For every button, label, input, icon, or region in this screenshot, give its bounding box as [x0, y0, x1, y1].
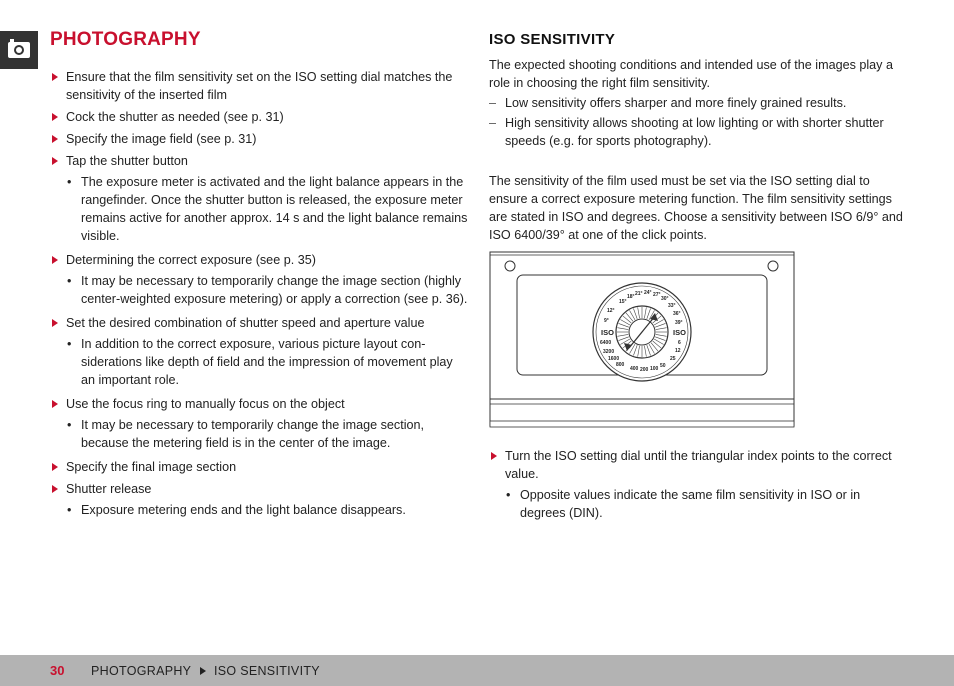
iso-label-right: ISO — [673, 328, 686, 337]
dial-value: 1600 — [608, 356, 620, 362]
dial-value: 9° — [604, 318, 609, 324]
dial-value: 200 — [640, 367, 649, 373]
dial-value: 24° — [644, 290, 652, 296]
dial-value: 39° — [675, 320, 683, 326]
dial-value: 12° — [607, 308, 615, 314]
step-result: • Opposite values indicate the same film sensitivity in ISO or in degrees (DIN). — [489, 486, 909, 522]
camera-icon — [0, 31, 38, 69]
step-item: Turn the ISO setting dial until the triangular index points to the correct value. — [489, 447, 909, 483]
step-result: • Exposure metering ends and the light balance disappears. — [50, 501, 470, 519]
dial-value: 3200 — [603, 349, 615, 355]
dial-value: 12 — [675, 348, 681, 354]
step-result: • It may be necessary to temporarily change the image section (highly center-weighted exposure metering) or apply a correction (see p. 36). — [50, 272, 470, 308]
step-item: Shutter release — [50, 480, 470, 498]
camera-top-plate-drawing — [489, 251, 795, 429]
step-item: Specify the image field (see p. 31) — [50, 130, 470, 148]
step-item: Tap the shutter button — [50, 152, 470, 170]
iso-label-left: ISO — [601, 328, 614, 337]
camera-glyph — [8, 42, 30, 58]
page-number: 30 — [50, 663, 65, 678]
dash-item: – High sensitivity allows shooting at low lighting or with shorter shutter speeds (e.g. for sports photography). — [489, 114, 909, 150]
footer-bar — [0, 655, 954, 686]
dial-value: 6 — [678, 340, 681, 346]
dial-value: 30° — [661, 296, 669, 302]
step-item: Specify the final image section — [50, 458, 470, 476]
dial-value: 15° — [619, 299, 627, 305]
step-result: • It may be necessary to temporarily change the image section, because the metering field is in the center of the image. — [50, 416, 470, 452]
camera-lens-shape — [14, 45, 24, 55]
dial-value: 18° — [627, 294, 635, 300]
dial-value: 27° — [653, 292, 661, 298]
dial-value: 400 — [630, 366, 639, 372]
step-item: Use the focus ring to manually focus on the object — [50, 395, 470, 413]
right-column — [489, 28, 909, 528]
breadcrumb-page: ISO SENSITIVITY — [214, 664, 320, 678]
base-strip — [490, 421, 794, 427]
intro-paragraph: The expected shooting conditions and intended use of the images play a role in choosing the right film sensitivity. — [489, 58, 893, 90]
step-item: Cock the shutter as needed (see p. 31) — [50, 108, 470, 126]
dash-item: – Low sensitivity offers sharper and more finely grained results. — [489, 94, 909, 112]
dial-value: 100 — [650, 366, 659, 372]
step-result: • In addition to the correct exposure, various picture layout considerations like depth of field and the impression of movement play an important role. — [50, 335, 470, 389]
step-item: Ensure that the film sensitivity set on the ISO setting dial matches the sensitivity of the inserted film — [50, 68, 470, 104]
left-column — [50, 28, 470, 525]
page-title: PHOTOGRAPHY — [50, 29, 201, 50]
dial-value: 6400 — [600, 340, 612, 346]
step-result: • The exposure meter is activated and the light balance appears in the rangefinder. Once the shutter button is released, the exposure meter remains active for another approx. 14 s and the light balance remains visible. — [50, 173, 470, 245]
dial-value: 21° — [635, 291, 643, 297]
breadcrumb-section: PHOTOGRAPHY — [91, 664, 192, 678]
step-item: Set the desired combination of shutter speed and aperture value — [50, 314, 470, 332]
triangle-right-icon — [200, 667, 206, 675]
iso-paragraph: The sensitivity of the film used must be set via the ISO setting dial to ensure a correct exposure metering function. The film sensitivity settings are stated in ISO and degrees. Choose a sensitivity between ISO 6/9° and ISO 6400/39° at one of the click points. — [489, 174, 903, 242]
step-item: Determining the correct exposure (see p. 35) — [50, 251, 470, 269]
camera-flash-shape — [10, 39, 14, 42]
dial-value: 25 — [670, 356, 676, 362]
dial-value: 800 — [616, 362, 625, 368]
iso-dial-illustration — [489, 251, 795, 429]
dial-value: 33° — [668, 303, 676, 309]
section-title: ISO SENSITIVITY — [489, 31, 616, 48]
dial-value: 36° — [673, 311, 681, 317]
dial-value: 50 — [660, 363, 666, 369]
